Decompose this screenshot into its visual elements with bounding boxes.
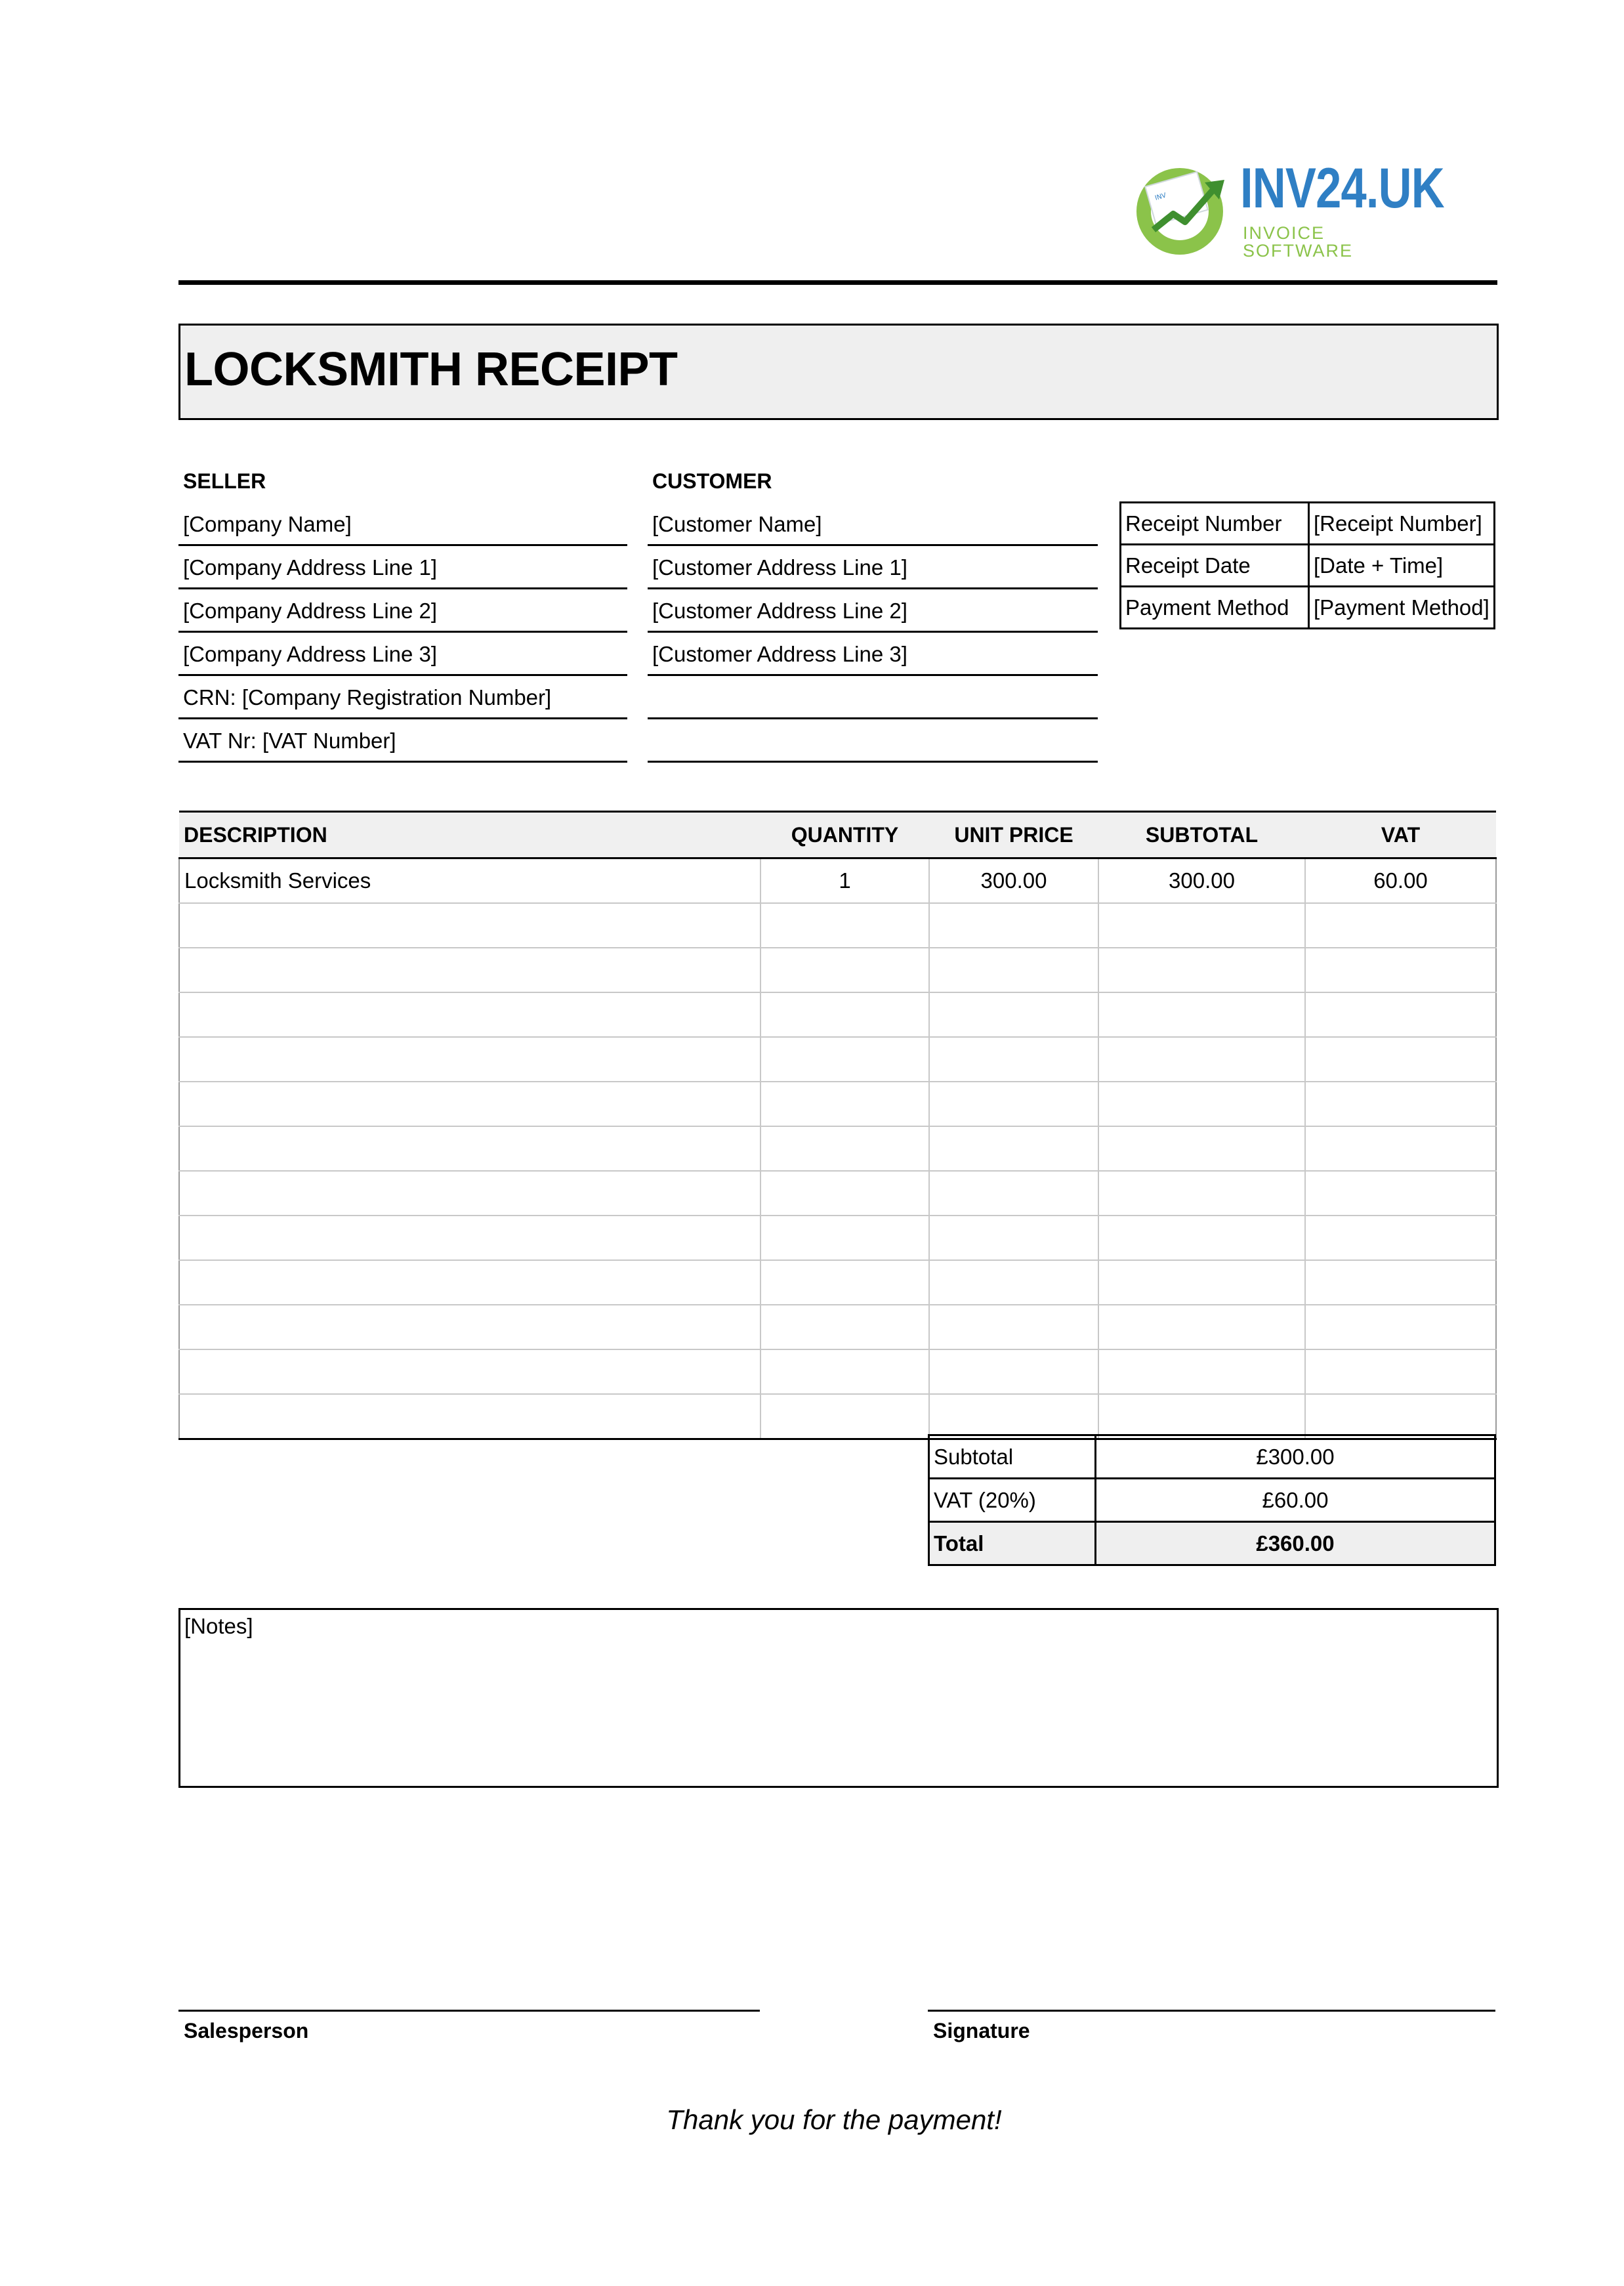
- item-subtotal[interactable]: 300.00: [1098, 858, 1305, 904]
- item-unit-price[interactable]: 300.00: [929, 858, 1098, 904]
- svg-text:INV: INV: [1154, 192, 1167, 202]
- table-row: [179, 1037, 1496, 1082]
- item-unit-price[interactable]: [929, 1171, 1098, 1216]
- customer-address-line-2[interactable]: [Customer Address Line 2]: [648, 589, 1098, 633]
- items-header-row: [179, 812, 1496, 858]
- item-subtotal[interactable]: [1098, 1171, 1305, 1216]
- item-description[interactable]: [179, 948, 760, 992]
- receipt-number-row: [1121, 503, 1495, 545]
- table-row: [179, 1216, 1496, 1260]
- item-unit-price[interactable]: [929, 992, 1098, 1037]
- item-subtotal[interactable]: [1098, 1394, 1305, 1439]
- logo-mark-icon: [1127, 156, 1232, 261]
- customer-address-line-3[interactable]: [Customer Address Line 3]: [648, 633, 1098, 676]
- item-subtotal[interactable]: [1098, 1126, 1305, 1171]
- table-row: [179, 1349, 1496, 1394]
- customer-extra-line-2[interactable]: [648, 719, 1098, 763]
- salesperson-label: Salesperson: [184, 2019, 309, 2043]
- item-quantity[interactable]: [760, 1171, 929, 1216]
- item-description[interactable]: [179, 1349, 760, 1394]
- table-row: [179, 858, 1496, 904]
- customer-name[interactable]: [Customer Name]: [648, 503, 1098, 546]
- item-description[interactable]: [179, 1260, 760, 1305]
- item-vat[interactable]: [1305, 1126, 1496, 1171]
- item-vat[interactable]: [1305, 1082, 1496, 1126]
- seller-vat-number[interactable]: VAT Nr: [VAT Number]: [178, 719, 627, 763]
- table-row: [179, 1082, 1496, 1126]
- table-row: [179, 1305, 1496, 1349]
- item-unit-price[interactable]: [929, 1394, 1098, 1439]
- customer-block: [648, 459, 1098, 763]
- header-divider: [178, 280, 1497, 285]
- customer-extra-line-1[interactable]: [648, 676, 1098, 719]
- seller-company-name[interactable]: [Company Name]: [178, 503, 627, 546]
- col-header-quantity: QUANTITY: [760, 812, 929, 858]
- receipt-number-value[interactable]: [Receipt Number]: [1309, 503, 1495, 545]
- receipt-date-row: [1121, 545, 1495, 587]
- item-vat[interactable]: [1305, 992, 1496, 1037]
- seller-block: [178, 459, 627, 763]
- col-header-subtotal: SUBTOTAL: [1098, 812, 1305, 858]
- item-quantity[interactable]: [760, 903, 929, 948]
- item-quantity[interactable]: [760, 1260, 929, 1305]
- receipt-number-label: Receipt Number: [1121, 503, 1309, 545]
- receipt-meta-table: [1119, 501, 1495, 629]
- payment-method-row: [1121, 587, 1495, 629]
- thank-you-message: Thank you for the payment!: [666, 2104, 1002, 2135]
- seller-address-line-3[interactable]: [Company Address Line 3]: [178, 633, 627, 676]
- table-row: [179, 1394, 1496, 1439]
- item-quantity[interactable]: [760, 1126, 929, 1171]
- items-table: [178, 811, 1497, 1440]
- item-description[interactable]: [179, 1305, 760, 1349]
- payment-method-value[interactable]: [Payment Method]: [1309, 587, 1495, 629]
- table-row: [179, 1171, 1496, 1216]
- table-row: [179, 948, 1496, 992]
- total-value: £360.00: [1096, 1522, 1495, 1565]
- vat-row: [929, 1479, 1495, 1522]
- seller-crn[interactable]: CRN: [Company Registration Number]: [178, 676, 627, 719]
- table-row: [179, 992, 1496, 1037]
- logo-subtitle: INVOICE SOFTWARE: [1243, 223, 1353, 261]
- customer-signature-line: [928, 2010, 1495, 2012]
- table-row: [179, 1260, 1496, 1305]
- salesperson-signature-line: [178, 2010, 760, 2012]
- item-description[interactable]: [179, 1171, 760, 1216]
- receipt-date-label: Receipt Date: [1121, 545, 1309, 587]
- item-quantity[interactable]: [760, 992, 929, 1037]
- item-unit-price[interactable]: [929, 1260, 1098, 1305]
- item-vat[interactable]: [1305, 948, 1496, 992]
- item-subtotal[interactable]: [1098, 1349, 1305, 1394]
- item-unit-price[interactable]: [929, 1126, 1098, 1171]
- item-description[interactable]: [179, 1037, 760, 1082]
- total-row: [929, 1522, 1495, 1565]
- item-description[interactable]: [179, 1126, 760, 1171]
- item-unit-price[interactable]: [929, 1082, 1098, 1126]
- col-header-description: DESCRIPTION: [179, 812, 760, 858]
- item-vat[interactable]: 60.00: [1305, 858, 1496, 904]
- table-row: [179, 1126, 1496, 1171]
- col-header-vat: VAT: [1305, 812, 1496, 858]
- title-banner: [178, 324, 1499, 420]
- seller-address-line-1[interactable]: [Company Address Line 1]: [178, 546, 627, 589]
- signature-label: Signature: [933, 2019, 1030, 2043]
- item-vat[interactable]: [1305, 1171, 1496, 1216]
- item-quantity[interactable]: [760, 1216, 929, 1260]
- item-subtotal[interactable]: [1098, 948, 1305, 992]
- item-quantity[interactable]: [760, 948, 929, 992]
- item-description[interactable]: [179, 903, 760, 948]
- item-subtotal[interactable]: [1098, 1082, 1305, 1126]
- customer-heading: CUSTOMER: [652, 469, 772, 493]
- item-subtotal[interactable]: [1098, 1305, 1305, 1349]
- item-quantity[interactable]: [760, 1037, 929, 1082]
- vat-label: VAT (20%): [929, 1479, 1096, 1522]
- total-label: Total: [929, 1522, 1096, 1565]
- receipt-date-value[interactable]: [Date + Time]: [1309, 545, 1495, 587]
- item-unit-price[interactable]: [929, 1037, 1098, 1082]
- item-unit-price[interactable]: [929, 903, 1098, 948]
- item-description[interactable]: [179, 1216, 760, 1260]
- notes-text: [Notes]: [184, 1614, 253, 1638]
- subtotal-row: [929, 1435, 1495, 1479]
- item-unit-price[interactable]: [929, 1216, 1098, 1260]
- item-description[interactable]: Locksmith Services: [179, 858, 760, 904]
- item-vat[interactable]: [1305, 903, 1496, 948]
- item-subtotal[interactable]: [1098, 1216, 1305, 1260]
- notes-box[interactable]: [178, 1608, 1499, 1788]
- payment-method-label: Payment Method: [1121, 587, 1309, 629]
- subtotal-label: Subtotal: [929, 1435, 1096, 1479]
- col-header-unit-price: UNIT PRICE: [929, 812, 1098, 858]
- item-vat[interactable]: [1305, 1394, 1496, 1439]
- subtotal-value: £300.00: [1096, 1435, 1495, 1479]
- item-quantity[interactable]: [760, 1394, 929, 1439]
- seller-heading: SELLER: [183, 469, 266, 493]
- item-unit-price[interactable]: [929, 1305, 1098, 1349]
- item-description[interactable]: [179, 992, 760, 1037]
- item-subtotal[interactable]: [1098, 1260, 1305, 1305]
- item-quantity[interactable]: [760, 1305, 929, 1349]
- item-subtotal[interactable]: [1098, 1037, 1305, 1082]
- item-vat[interactable]: [1305, 1260, 1496, 1305]
- item-unit-price[interactable]: [929, 1349, 1098, 1394]
- table-row: [179, 903, 1496, 948]
- item-quantity[interactable]: [760, 1349, 929, 1394]
- item-subtotal[interactable]: [1098, 903, 1305, 948]
- item-vat[interactable]: [1305, 1216, 1496, 1260]
- item-vat[interactable]: [1305, 1349, 1496, 1394]
- item-vat[interactable]: [1305, 1305, 1496, 1349]
- totals-table: [928, 1434, 1496, 1566]
- customer-address-line-1[interactable]: [Customer Address Line 1]: [648, 546, 1098, 589]
- item-description[interactable]: [179, 1394, 760, 1439]
- seller-address-line-2[interactable]: [Company Address Line 2]: [178, 589, 627, 633]
- item-unit-price[interactable]: [929, 948, 1098, 992]
- company-logo: [1127, 156, 1444, 261]
- item-quantity[interactable]: [760, 1082, 929, 1126]
- page-title: LOCKSMITH RECEIPT: [184, 343, 678, 396]
- item-description[interactable]: [179, 1082, 760, 1126]
- logo-title: INV24.UK: [1240, 157, 1444, 220]
- vat-value: £60.00: [1096, 1479, 1495, 1522]
- item-vat[interactable]: [1305, 1037, 1496, 1082]
- item-subtotal[interactable]: [1098, 992, 1305, 1037]
- item-quantity[interactable]: 1: [760, 858, 929, 904]
